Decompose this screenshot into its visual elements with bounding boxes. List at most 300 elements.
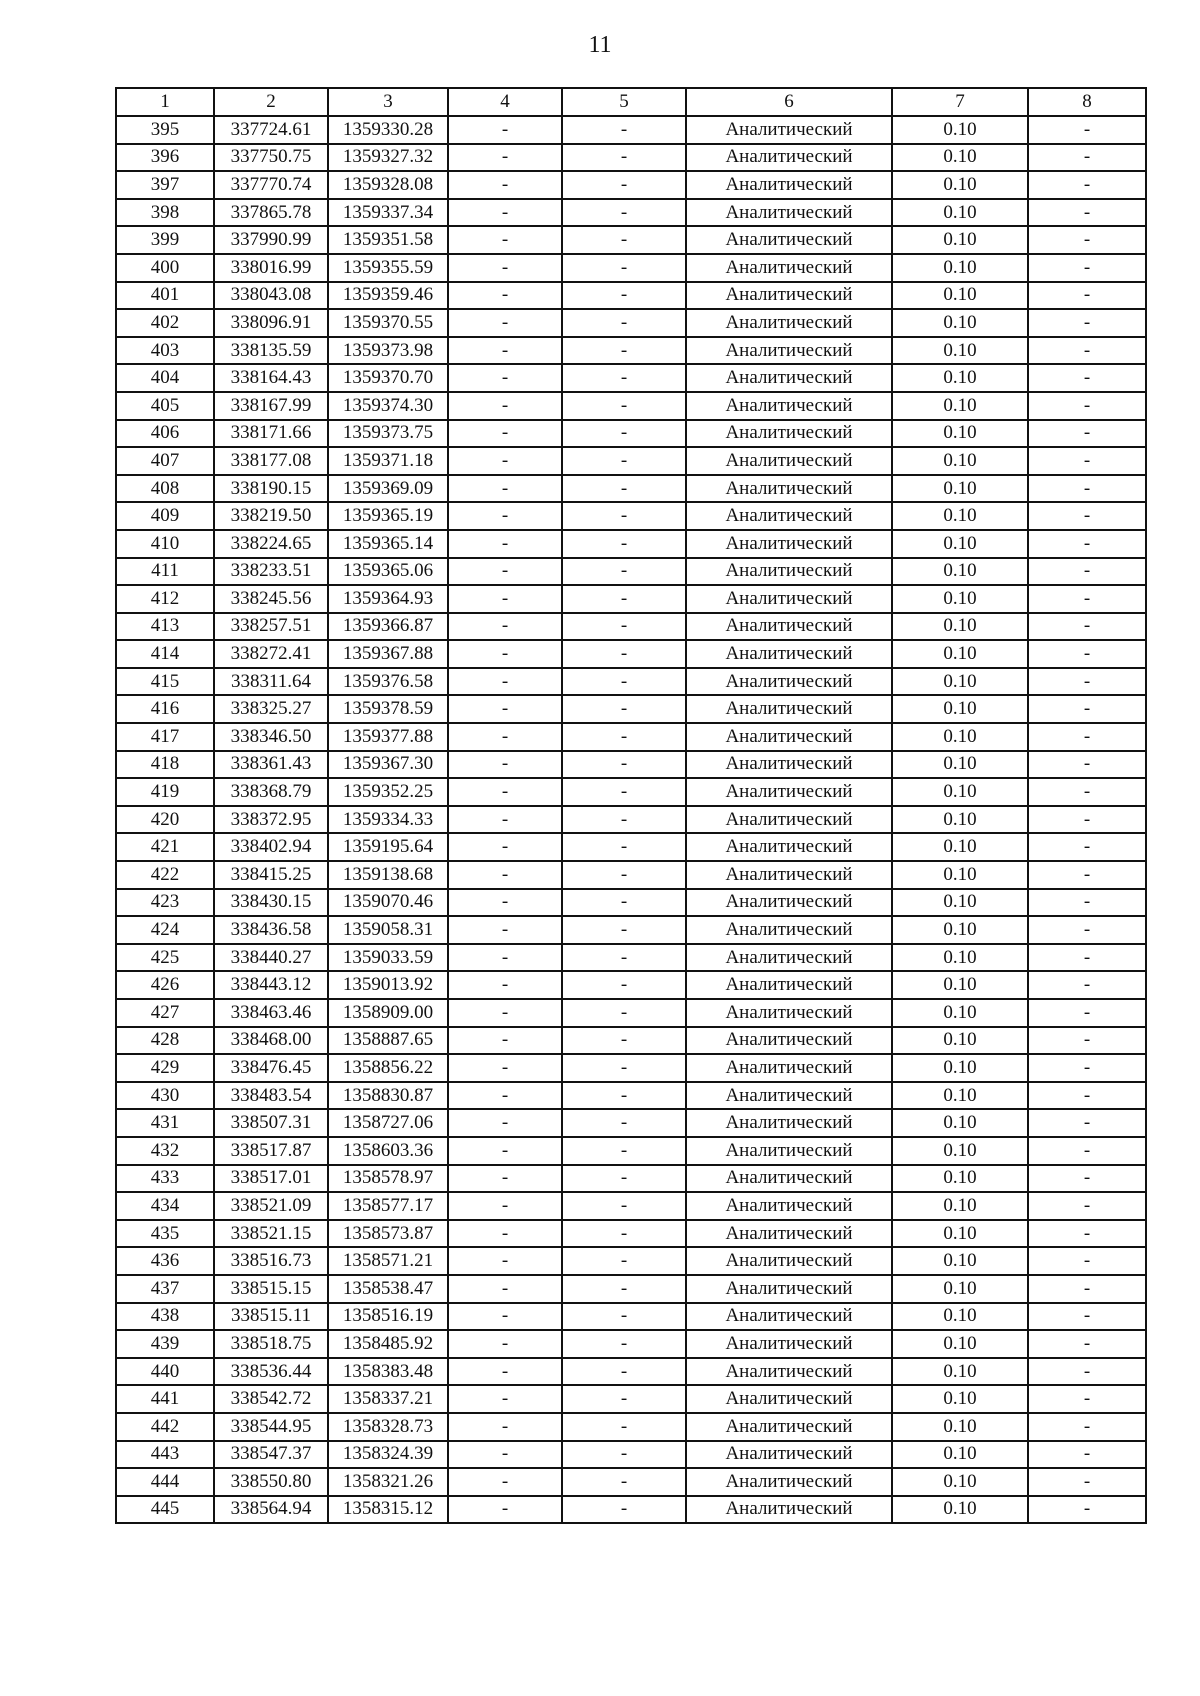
- x-coordinate-cell: 338361.43: [214, 751, 328, 779]
- accuracy-cell: 0.10: [892, 1137, 1028, 1165]
- y-coordinate-cell: 1358573.87: [328, 1220, 448, 1248]
- table-row: [116, 613, 1146, 641]
- method-cell: Аналитический: [686, 337, 892, 365]
- x-coordinate-cell: 338443.12: [214, 971, 328, 999]
- column-8-cell: -: [1028, 1358, 1146, 1386]
- column-8-cell: -: [1028, 585, 1146, 613]
- method-cell: Аналитический: [686, 1137, 892, 1165]
- table-row: [116, 585, 1146, 613]
- table-row: [116, 723, 1146, 751]
- method-cell: Аналитический: [686, 392, 892, 420]
- x-coordinate-cell: 338550.80: [214, 1468, 328, 1496]
- method-cell: Аналитический: [686, 420, 892, 448]
- point-number-cell: 429: [116, 1054, 214, 1082]
- column-8-cell: -: [1028, 861, 1146, 889]
- point-number-cell: 418: [116, 751, 214, 779]
- accuracy-cell: 0.10: [892, 1385, 1028, 1413]
- column-8-cell: -: [1028, 1441, 1146, 1469]
- table-row: [116, 420, 1146, 448]
- column-5-cell: -: [562, 971, 686, 999]
- table-row: [116, 1496, 1146, 1524]
- column-8-cell: -: [1028, 751, 1146, 779]
- method-cell: Аналитический: [686, 116, 892, 144]
- table-row: [116, 833, 1146, 861]
- column-5-cell: -: [562, 640, 686, 668]
- method-cell: Аналитический: [686, 447, 892, 475]
- column-5-cell: -: [562, 1303, 686, 1331]
- x-coordinate-cell: 338164.43: [214, 364, 328, 392]
- column-4-cell: -: [448, 282, 562, 310]
- column-header-5: 5: [562, 88, 686, 116]
- accuracy-cell: 0.10: [892, 558, 1028, 586]
- column-8-cell: -: [1028, 1165, 1146, 1193]
- y-coordinate-cell: 1358516.19: [328, 1303, 448, 1331]
- x-coordinate-cell: 338372.95: [214, 806, 328, 834]
- x-coordinate-cell: 338257.51: [214, 613, 328, 641]
- accuracy-cell: 0.10: [892, 1109, 1028, 1137]
- column-4-cell: -: [448, 1027, 562, 1055]
- column-5-cell: -: [562, 1358, 686, 1386]
- point-number-cell: 402: [116, 309, 214, 337]
- table-row: [116, 751, 1146, 779]
- accuracy-cell: 0.10: [892, 1027, 1028, 1055]
- point-number-cell: 437: [116, 1275, 214, 1303]
- accuracy-cell: 0.10: [892, 475, 1028, 503]
- point-number-cell: 434: [116, 1192, 214, 1220]
- column-5-cell: -: [562, 420, 686, 448]
- column-8-cell: -: [1028, 1027, 1146, 1055]
- y-coordinate-cell: 1359374.30: [328, 392, 448, 420]
- y-coordinate-cell: 1359367.88: [328, 640, 448, 668]
- point-number-cell: 443: [116, 1441, 214, 1469]
- point-number-cell: 442: [116, 1413, 214, 1441]
- column-8-cell: -: [1028, 1275, 1146, 1303]
- column-8-cell: -: [1028, 1385, 1146, 1413]
- column-4-cell: -: [448, 833, 562, 861]
- y-coordinate-cell: 1358909.00: [328, 999, 448, 1027]
- y-coordinate-cell: 1358856.22: [328, 1054, 448, 1082]
- method-cell: Аналитический: [686, 1468, 892, 1496]
- point-number-cell: 432: [116, 1137, 214, 1165]
- table-row: [116, 1303, 1146, 1331]
- x-coordinate-cell: 338135.59: [214, 337, 328, 365]
- method-cell: Аналитический: [686, 1275, 892, 1303]
- accuracy-cell: 0.10: [892, 1247, 1028, 1275]
- column-8-cell: -: [1028, 1247, 1146, 1275]
- column-4-cell: -: [448, 1385, 562, 1413]
- method-cell: Аналитический: [686, 640, 892, 668]
- column-8-cell: -: [1028, 530, 1146, 558]
- column-4-cell: -: [448, 1192, 562, 1220]
- column-5-cell: -: [562, 668, 686, 696]
- x-coordinate-cell: 338544.95: [214, 1413, 328, 1441]
- column-8-cell: -: [1028, 1496, 1146, 1524]
- column-8-cell: -: [1028, 1220, 1146, 1248]
- method-cell: Аналитический: [686, 199, 892, 227]
- column-5-cell: -: [562, 364, 686, 392]
- table-body: [116, 116, 1146, 1523]
- table-row: [116, 1468, 1146, 1496]
- x-coordinate-cell: 338245.56: [214, 585, 328, 613]
- x-coordinate-cell: 338368.79: [214, 778, 328, 806]
- y-coordinate-cell: 1359366.87: [328, 613, 448, 641]
- column-4-cell: -: [448, 778, 562, 806]
- point-number-cell: 435: [116, 1220, 214, 1248]
- x-coordinate-cell: 337770.74: [214, 171, 328, 199]
- method-cell: Аналитический: [686, 1165, 892, 1193]
- point-number-cell: 399: [116, 226, 214, 254]
- x-coordinate-cell: 338518.75: [214, 1330, 328, 1358]
- column-5-cell: -: [562, 392, 686, 420]
- y-coordinate-cell: 1359138.68: [328, 861, 448, 889]
- column-5-cell: -: [562, 502, 686, 530]
- column-4-cell: -: [448, 723, 562, 751]
- y-coordinate-cell: 1359195.64: [328, 833, 448, 861]
- column-4-cell: -: [448, 585, 562, 613]
- column-5-cell: -: [562, 116, 686, 144]
- column-5-cell: -: [562, 1441, 686, 1469]
- column-8-cell: -: [1028, 613, 1146, 641]
- column-4-cell: -: [448, 144, 562, 172]
- method-cell: Аналитический: [686, 861, 892, 889]
- column-4-cell: -: [448, 1496, 562, 1524]
- point-number-cell: 427: [116, 999, 214, 1027]
- x-coordinate-cell: 338096.91: [214, 309, 328, 337]
- column-header-2: 2: [214, 88, 328, 116]
- y-coordinate-cell: 1359373.75: [328, 420, 448, 448]
- y-coordinate-cell: 1359013.92: [328, 971, 448, 999]
- y-coordinate-cell: 1359359.46: [328, 282, 448, 310]
- point-number-cell: 436: [116, 1247, 214, 1275]
- method-cell: Аналитический: [686, 1330, 892, 1358]
- x-coordinate-cell: 338440.27: [214, 944, 328, 972]
- column-4-cell: -: [448, 1303, 562, 1331]
- column-5-cell: -: [562, 999, 686, 1027]
- x-coordinate-cell: 338415.25: [214, 861, 328, 889]
- table-row: [116, 668, 1146, 696]
- column-5-cell: -: [562, 1054, 686, 1082]
- method-cell: Аналитический: [686, 1192, 892, 1220]
- table-row: [116, 971, 1146, 999]
- column-4-cell: -: [448, 668, 562, 696]
- accuracy-cell: 0.10: [892, 254, 1028, 282]
- accuracy-cell: 0.10: [892, 1413, 1028, 1441]
- point-number-cell: 419: [116, 778, 214, 806]
- column-4-cell: -: [448, 1468, 562, 1496]
- column-4-cell: -: [448, 1220, 562, 1248]
- y-coordinate-cell: 1358324.39: [328, 1441, 448, 1469]
- column-4-cell: -: [448, 364, 562, 392]
- y-coordinate-cell: 1359033.59: [328, 944, 448, 972]
- x-coordinate-cell: 338542.72: [214, 1385, 328, 1413]
- column-8-cell: -: [1028, 226, 1146, 254]
- x-coordinate-cell: 338177.08: [214, 447, 328, 475]
- column-4-cell: -: [448, 806, 562, 834]
- method-cell: Аналитический: [686, 475, 892, 503]
- x-coordinate-cell: 338483.54: [214, 1082, 328, 1110]
- accuracy-cell: 0.10: [892, 944, 1028, 972]
- column-8-cell: -: [1028, 1192, 1146, 1220]
- point-number-cell: 431: [116, 1109, 214, 1137]
- y-coordinate-cell: 1358538.47: [328, 1275, 448, 1303]
- table-row: [116, 171, 1146, 199]
- column-8-cell: -: [1028, 171, 1146, 199]
- point-number-cell: 425: [116, 944, 214, 972]
- column-8-cell: -: [1028, 999, 1146, 1027]
- column-5-cell: -: [562, 282, 686, 310]
- method-cell: Аналитический: [686, 254, 892, 282]
- table-row: [116, 1082, 1146, 1110]
- column-8-cell: -: [1028, 1054, 1146, 1082]
- table-row: [116, 1027, 1146, 1055]
- point-number-cell: 400: [116, 254, 214, 282]
- x-coordinate-cell: 338430.15: [214, 889, 328, 917]
- method-cell: Аналитический: [686, 1082, 892, 1110]
- point-number-cell: 421: [116, 833, 214, 861]
- accuracy-cell: 0.10: [892, 364, 1028, 392]
- accuracy-cell: 0.10: [892, 751, 1028, 779]
- column-5-cell: -: [562, 447, 686, 475]
- accuracy-cell: 0.10: [892, 226, 1028, 254]
- column-5-cell: -: [562, 1275, 686, 1303]
- point-number-cell: 414: [116, 640, 214, 668]
- method-cell: Аналитический: [686, 695, 892, 723]
- point-number-cell: 406: [116, 420, 214, 448]
- accuracy-cell: 0.10: [892, 640, 1028, 668]
- accuracy-cell: 0.10: [892, 723, 1028, 751]
- table-header: [116, 88, 1146, 116]
- column-5-cell: -: [562, 309, 686, 337]
- column-5-cell: -: [562, 1496, 686, 1524]
- column-header-1: 1: [116, 88, 214, 116]
- column-5-cell: -: [562, 1468, 686, 1496]
- point-number-cell: 423: [116, 889, 214, 917]
- point-number-cell: 395: [116, 116, 214, 144]
- table-row: [116, 475, 1146, 503]
- column-4-cell: -: [448, 1165, 562, 1193]
- x-coordinate-cell: 338521.15: [214, 1220, 328, 1248]
- column-4-cell: -: [448, 420, 562, 448]
- table-row: [116, 199, 1146, 227]
- x-coordinate-cell: 338272.41: [214, 640, 328, 668]
- column-8-cell: -: [1028, 640, 1146, 668]
- accuracy-cell: 0.10: [892, 171, 1028, 199]
- x-coordinate-cell: 338468.00: [214, 1027, 328, 1055]
- column-5-cell: -: [562, 944, 686, 972]
- point-number-cell: 412: [116, 585, 214, 613]
- method-cell: Аналитический: [686, 668, 892, 696]
- method-cell: Аналитический: [686, 530, 892, 558]
- x-coordinate-cell: 338346.50: [214, 723, 328, 751]
- column-8-cell: -: [1028, 116, 1146, 144]
- x-coordinate-cell: 337865.78: [214, 199, 328, 227]
- y-coordinate-cell: 1359364.93: [328, 585, 448, 613]
- column-5-cell: -: [562, 861, 686, 889]
- column-4-cell: -: [448, 199, 562, 227]
- table-row: [116, 1358, 1146, 1386]
- y-coordinate-cell: 1359365.19: [328, 502, 448, 530]
- accuracy-cell: 0.10: [892, 1165, 1028, 1193]
- y-coordinate-cell: 1359371.18: [328, 447, 448, 475]
- table-row: [116, 1165, 1146, 1193]
- accuracy-cell: 0.10: [892, 144, 1028, 172]
- column-5-cell: -: [562, 1082, 686, 1110]
- y-coordinate-cell: 1359378.59: [328, 695, 448, 723]
- x-coordinate-cell: 338233.51: [214, 558, 328, 586]
- column-4-cell: -: [448, 502, 562, 530]
- accuracy-cell: 0.10: [892, 1358, 1028, 1386]
- column-4-cell: -: [448, 558, 562, 586]
- column-5-cell: -: [562, 1137, 686, 1165]
- point-number-cell: 444: [116, 1468, 214, 1496]
- column-5-cell: -: [562, 695, 686, 723]
- column-8-cell: -: [1028, 833, 1146, 861]
- column-5-cell: -: [562, 226, 686, 254]
- column-4-cell: -: [448, 337, 562, 365]
- accuracy-cell: 0.10: [892, 1192, 1028, 1220]
- accuracy-cell: 0.10: [892, 1220, 1028, 1248]
- accuracy-cell: 0.10: [892, 999, 1028, 1027]
- column-4-cell: -: [448, 695, 562, 723]
- column-5-cell: -: [562, 806, 686, 834]
- y-coordinate-cell: 1359328.08: [328, 171, 448, 199]
- y-coordinate-cell: 1358321.26: [328, 1468, 448, 1496]
- method-cell: Аналитический: [686, 1027, 892, 1055]
- column-5-cell: -: [562, 475, 686, 503]
- x-coordinate-cell: 338311.64: [214, 668, 328, 696]
- method-cell: Аналитический: [686, 226, 892, 254]
- table-row: [116, 1330, 1146, 1358]
- table-row: [116, 1109, 1146, 1137]
- y-coordinate-cell: 1358571.21: [328, 1247, 448, 1275]
- x-coordinate-cell: 338517.01: [214, 1165, 328, 1193]
- column-5-cell: -: [562, 613, 686, 641]
- table-row: [116, 806, 1146, 834]
- table-row: [116, 558, 1146, 586]
- column-8-cell: -: [1028, 144, 1146, 172]
- column-8-cell: -: [1028, 420, 1146, 448]
- column-5-cell: -: [562, 144, 686, 172]
- method-cell: Аналитический: [686, 1247, 892, 1275]
- column-4-cell: -: [448, 640, 562, 668]
- table-row: [116, 944, 1146, 972]
- column-5-cell: -: [562, 1027, 686, 1055]
- y-coordinate-cell: 1359058.31: [328, 916, 448, 944]
- coordinates-table: [115, 87, 1147, 1524]
- column-8-cell: -: [1028, 916, 1146, 944]
- y-coordinate-cell: 1359367.30: [328, 751, 448, 779]
- column-5-cell: -: [562, 1165, 686, 1193]
- method-cell: Аналитический: [686, 144, 892, 172]
- point-number-cell: 410: [116, 530, 214, 558]
- column-4-cell: -: [448, 1054, 562, 1082]
- y-coordinate-cell: 1359355.59: [328, 254, 448, 282]
- column-5-cell: -: [562, 916, 686, 944]
- method-cell: Аналитический: [686, 889, 892, 917]
- column-4-cell: -: [448, 254, 562, 282]
- column-8-cell: -: [1028, 1468, 1146, 1496]
- y-coordinate-cell: 1359369.09: [328, 475, 448, 503]
- table-row: [116, 530, 1146, 558]
- method-cell: Аналитический: [686, 944, 892, 972]
- column-5-cell: -: [562, 751, 686, 779]
- column-5-cell: -: [562, 585, 686, 613]
- accuracy-cell: 0.10: [892, 199, 1028, 227]
- x-coordinate-cell: 338521.09: [214, 1192, 328, 1220]
- table-row: [116, 1413, 1146, 1441]
- column-8-cell: -: [1028, 337, 1146, 365]
- accuracy-cell: 0.10: [892, 585, 1028, 613]
- point-number-cell: 404: [116, 364, 214, 392]
- table-row: [116, 778, 1146, 806]
- column-4-cell: -: [448, 889, 562, 917]
- column-8-cell: -: [1028, 282, 1146, 310]
- point-number-cell: 413: [116, 613, 214, 641]
- column-4-cell: -: [448, 971, 562, 999]
- x-coordinate-cell: 338190.15: [214, 475, 328, 503]
- accuracy-cell: 0.10: [892, 420, 1028, 448]
- accuracy-cell: 0.10: [892, 916, 1028, 944]
- accuracy-cell: 0.10: [892, 1330, 1028, 1358]
- method-cell: Аналитический: [686, 364, 892, 392]
- accuracy-cell: 0.10: [892, 530, 1028, 558]
- method-cell: Аналитический: [686, 558, 892, 586]
- method-cell: Аналитический: [686, 613, 892, 641]
- method-cell: Аналитический: [686, 1220, 892, 1248]
- x-coordinate-cell: 338515.15: [214, 1275, 328, 1303]
- y-coordinate-cell: 1359365.14: [328, 530, 448, 558]
- accuracy-cell: 0.10: [892, 337, 1028, 365]
- x-coordinate-cell: 337724.61: [214, 116, 328, 144]
- column-8-cell: -: [1028, 668, 1146, 696]
- table-row: [116, 1054, 1146, 1082]
- accuracy-cell: 0.10: [892, 282, 1028, 310]
- point-number-cell: 438: [116, 1303, 214, 1331]
- column-4-cell: -: [448, 1330, 562, 1358]
- accuracy-cell: 0.10: [892, 1468, 1028, 1496]
- point-number-cell: 428: [116, 1027, 214, 1055]
- column-4-cell: -: [448, 751, 562, 779]
- y-coordinate-cell: 1359365.06: [328, 558, 448, 586]
- column-8-cell: -: [1028, 1413, 1146, 1441]
- y-coordinate-cell: 1358337.21: [328, 1385, 448, 1413]
- point-number-cell: 403: [116, 337, 214, 365]
- point-number-cell: 415: [116, 668, 214, 696]
- x-coordinate-cell: 338167.99: [214, 392, 328, 420]
- column-5-cell: -: [562, 1247, 686, 1275]
- page-number: 11: [588, 32, 612, 58]
- column-8-cell: -: [1028, 392, 1146, 420]
- column-header-7: 7: [892, 88, 1028, 116]
- y-coordinate-cell: 1359334.33: [328, 806, 448, 834]
- point-number-cell: 401: [116, 282, 214, 310]
- column-5-cell: -: [562, 833, 686, 861]
- accuracy-cell: 0.10: [892, 1082, 1028, 1110]
- x-coordinate-cell: 338517.87: [214, 1137, 328, 1165]
- column-8-cell: -: [1028, 364, 1146, 392]
- method-cell: Аналитический: [686, 309, 892, 337]
- method-cell: Аналитический: [686, 778, 892, 806]
- point-number-cell: 430: [116, 1082, 214, 1110]
- column-header-8: 8: [1028, 88, 1146, 116]
- table-row: [116, 309, 1146, 337]
- method-cell: Аналитический: [686, 1496, 892, 1524]
- y-coordinate-cell: 1358578.97: [328, 1165, 448, 1193]
- table-row: [116, 1192, 1146, 1220]
- method-cell: Аналитический: [686, 502, 892, 530]
- accuracy-cell: 0.10: [892, 1303, 1028, 1331]
- point-number-cell: 416: [116, 695, 214, 723]
